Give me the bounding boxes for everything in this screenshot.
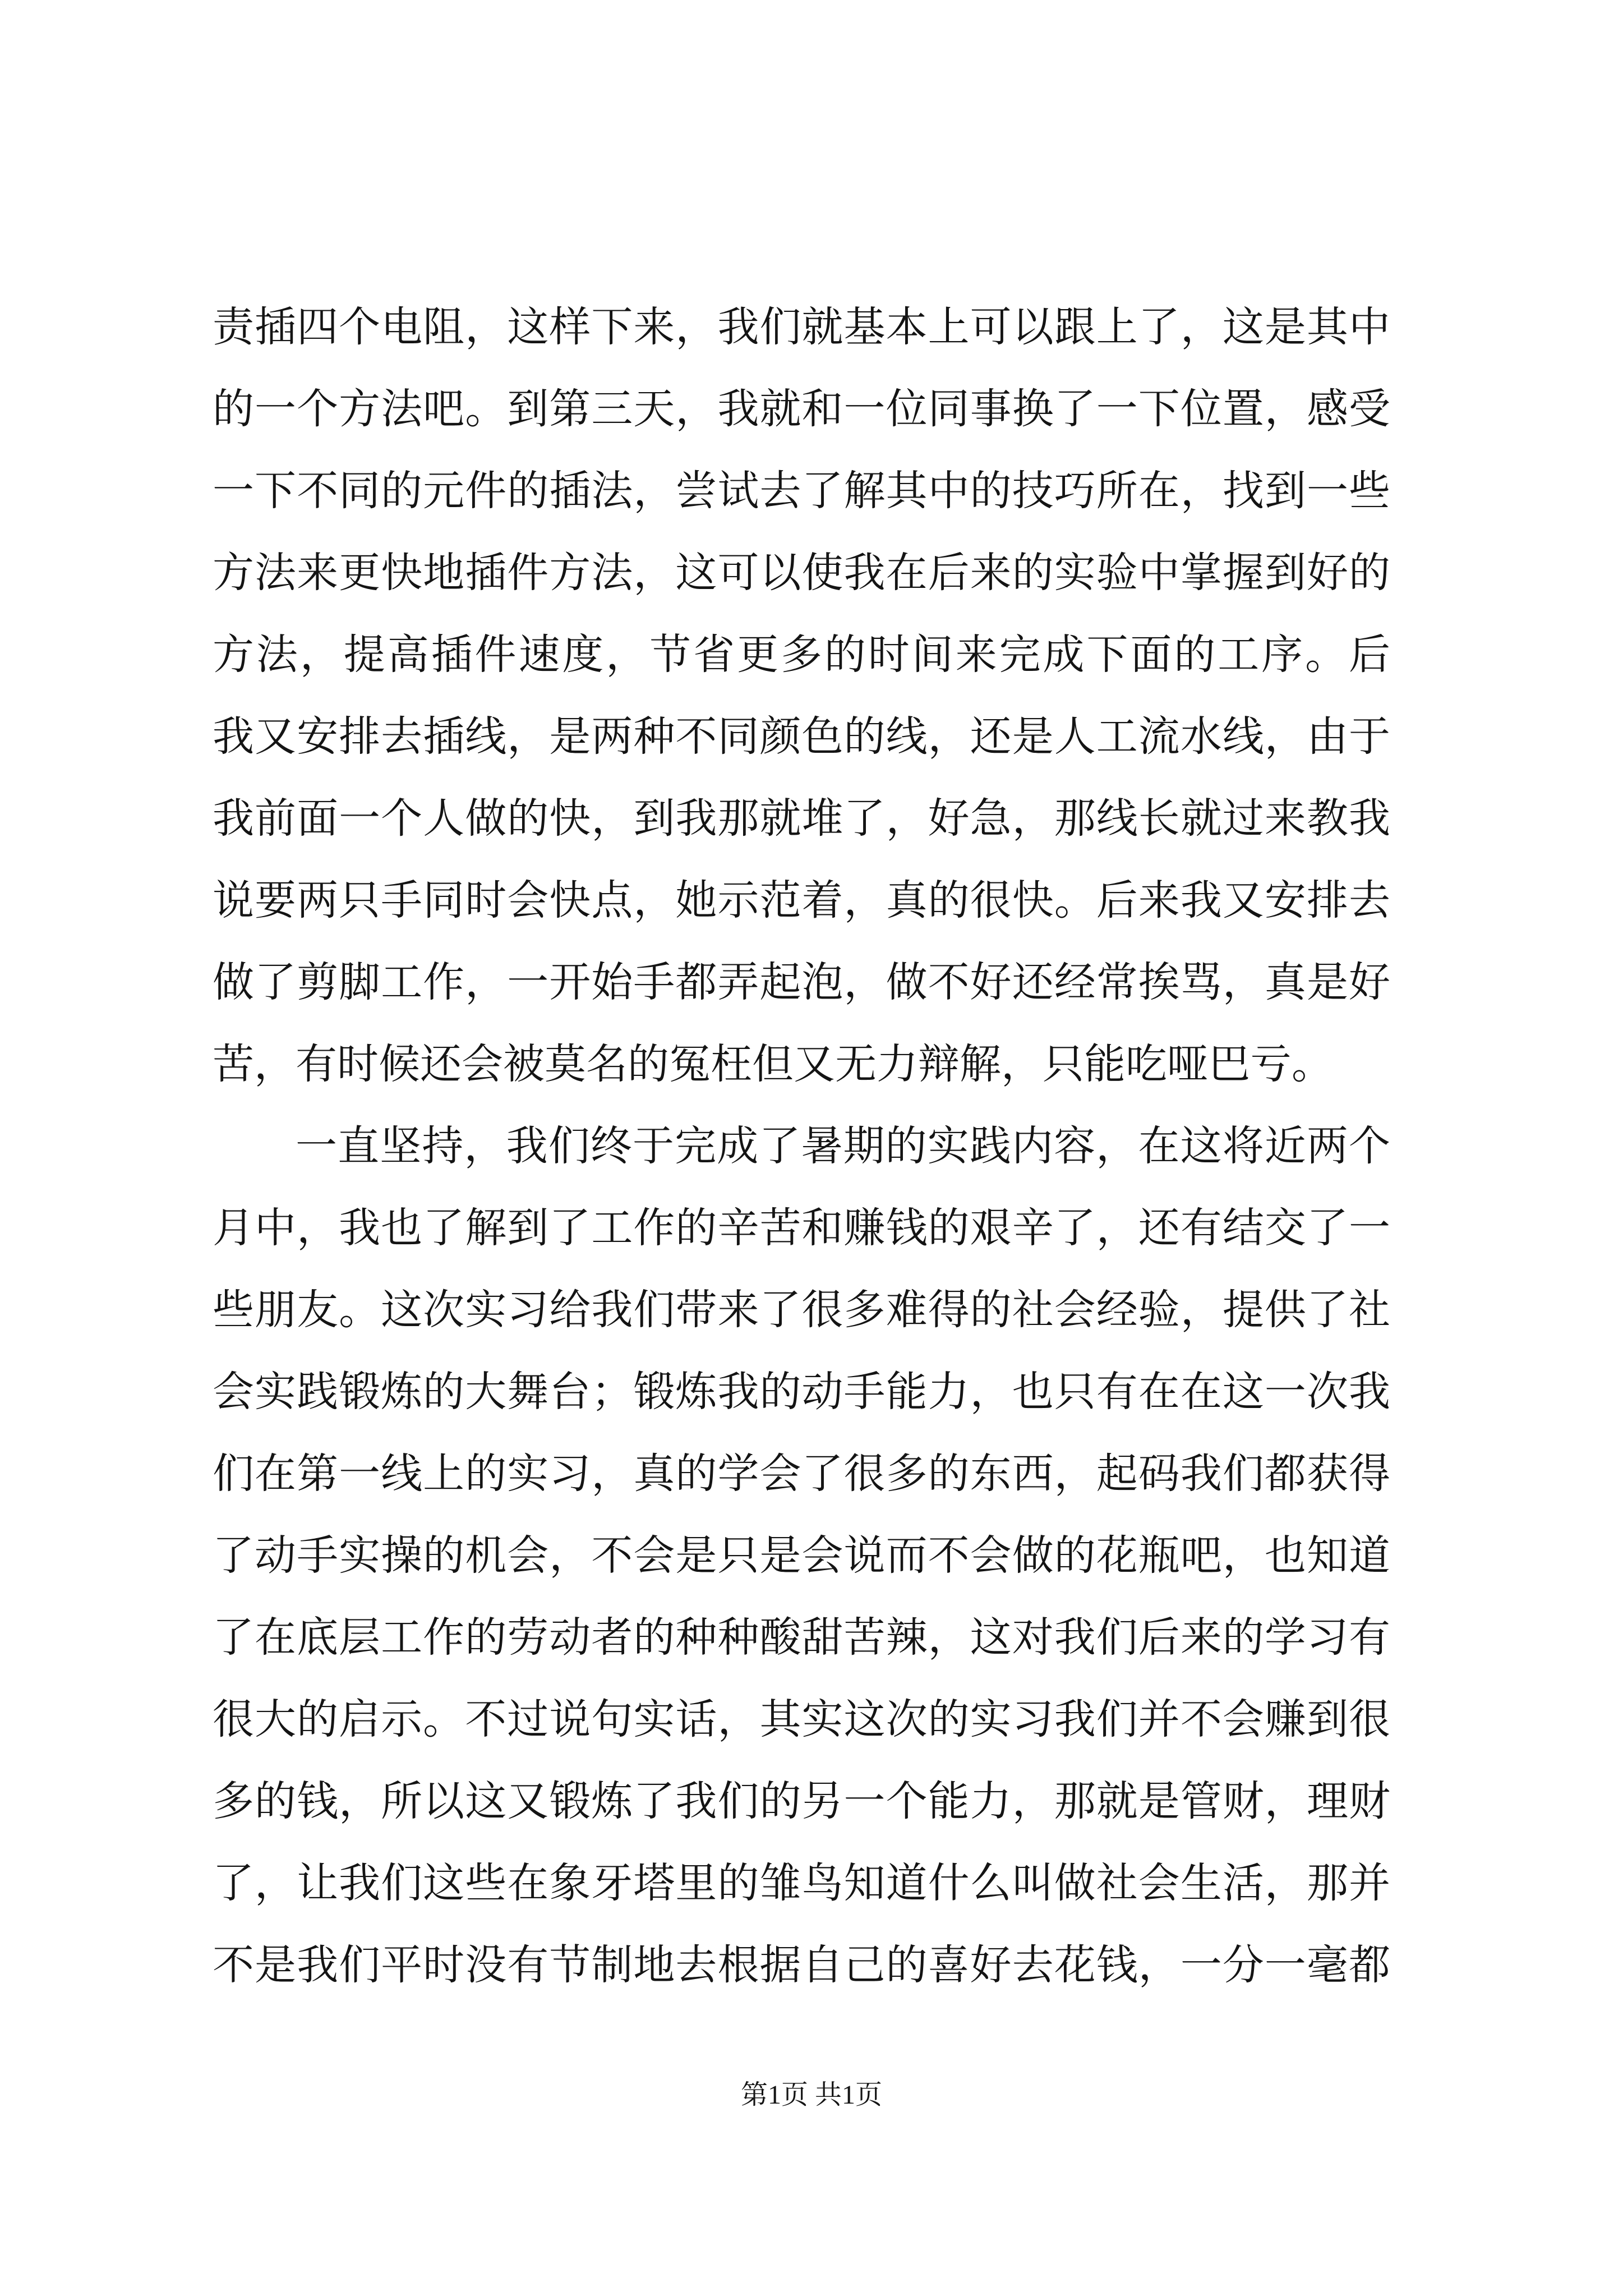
text-line: 月中，我也了解到了工作的辛苦和赚钱的艰辛了，还有结交了一 bbox=[213, 1204, 1390, 1252]
text-line: 不是我们平时没有节制地去根据自己的喜好去花钱，一分一毫都 bbox=[213, 1941, 1390, 1989]
text-line: 苦，有时候还会被莫名的冤枉但又无力辩解，只能吃哑巴亏。 bbox=[213, 1040, 1333, 1088]
text-line: 责插四个电阻，这样下来，我们就基本上可以跟上了，这是其中 bbox=[213, 303, 1390, 351]
paragraph bbox=[213, 1105, 1390, 2006]
text-line: 做了剪脚工作，一开始手都弄起泡，做不好还经常挨骂，真是好 bbox=[213, 958, 1390, 1006]
text-line: 方法来更快地插件方法，这可以使我在后来的实验中掌握到好的 bbox=[213, 549, 1390, 597]
text-line: 多的钱，所以这又锻炼了我们的另一个能力，那就是管财，理财 bbox=[213, 1777, 1390, 1825]
text-line: 我又安排去插线，是两种不同颜色的线，还是人工流水线，由于 bbox=[213, 712, 1390, 761]
text-line: 了在底层工作的劳动者的种种酸甜苦辣，这对我们后来的学习有 bbox=[213, 1613, 1390, 1662]
text-line: 的一个方法吧。到第三天，我就和一位同事换了一下位置，感受 bbox=[213, 385, 1390, 433]
page-footer: 第1页 共1页 bbox=[740, 2080, 882, 2110]
text-line: 了动手实操的机会，不会是只是会说而不会做的花瓶吧，也知道 bbox=[213, 1531, 1390, 1580]
text-line: 们在第一线上的实习，真的学会了很多的东西，起码我们都获得 bbox=[213, 1450, 1390, 1498]
text-line: 会实践锻炼的大舞台；锻炼我的动手能力，也只有在在这一次我 bbox=[213, 1368, 1390, 1416]
document-body bbox=[213, 286, 1390, 2006]
text-line: 一直坚持，我们终于完成了暑期的实践内容，在这将近两个 bbox=[296, 1122, 1390, 1170]
text-line: 我前面一个人做的快，到我那就堆了，好急，那线长就过来教我 bbox=[213, 794, 1390, 843]
paragraph bbox=[213, 286, 1390, 1105]
text-line: 方法，提高插件速度，节省更多的时间来完成下面的工序。后 bbox=[213, 631, 1390, 679]
text-line: 一下不同的元件的插法，尝试去了解其中的技巧所在，找到一些 bbox=[213, 467, 1390, 515]
text-line: 些朋友。这次实习给我们带来了很多难得的社会经验，提供了社 bbox=[213, 1286, 1390, 1334]
text-line: 了，让我们这些在象牙塔里的雏鸟知道什么叫做社会生活，那并 bbox=[213, 1859, 1390, 1907]
text-line: 说要两只手同时会快点，她示范着，真的很快。后来我又安排去 bbox=[213, 876, 1390, 924]
text-line: 很大的启示。不过说句实话，其实这次的实习我们并不会赚到很 bbox=[213, 1695, 1390, 1743]
